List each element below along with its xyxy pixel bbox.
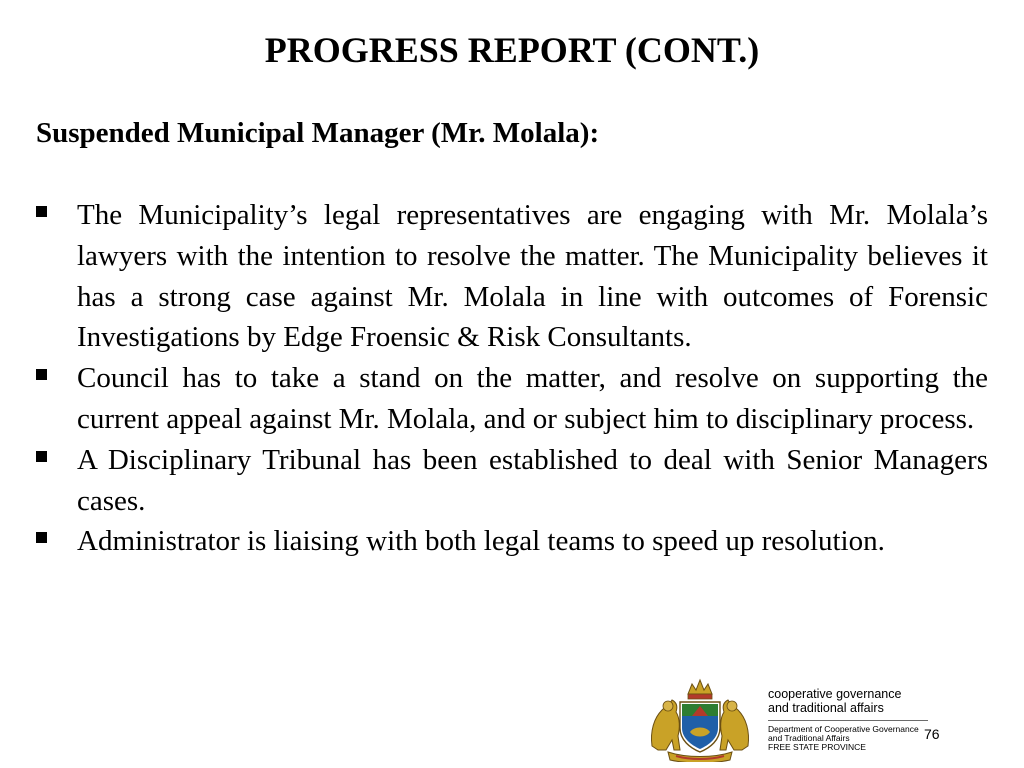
bullet-list (36, 195, 988, 562)
square-bullet-icon (36, 206, 47, 217)
page-number: 76 (924, 726, 940, 742)
section-heading: Suspended Municipal Manager (Mr. Molala): (36, 117, 600, 149)
square-bullet-icon (36, 532, 47, 543)
department-full-name-line2: and Traditional Affairs (768, 733, 850, 743)
province-name: FREE STATE PROVINCE (768, 742, 866, 752)
bullet-item (36, 440, 988, 522)
bullet-text: A Disciplinary Tribunal has been established to deal with Senior Managers cases. (77, 443, 988, 517)
bullet-item (36, 195, 988, 358)
bullet-item (36, 521, 988, 562)
footer-divider (768, 720, 928, 721)
coat-of-arms-icon (646, 676, 754, 762)
bullet-text: Administrator is liaising with both legal teams to speed up resolution. (77, 525, 885, 558)
bullet-text: The Municipality’s legal representatives are engaging with Mr. Molala’s lawyers with the intention to resolve the matter. The Municipality believes it has a strong case against Mr. Molala in line with outcomes of Forensic Investigations by Edge Froensic & Risk Consultants. (77, 199, 988, 354)
department-name-line2: and traditional affairs (768, 701, 884, 715)
bullet-item (36, 358, 988, 440)
bullet-text: Council has to take a stand on the matter, and resolve on supporting the current appeal against Mr. Molala, and or subject him to disciplinary process. (77, 362, 988, 435)
square-bullet-icon (36, 369, 47, 380)
square-bullet-icon (36, 451, 47, 462)
department-full-name-line1: Department of Cooperative Governance (768, 724, 919, 734)
department-branding (768, 688, 938, 752)
department-name-line1: cooperative governance (768, 687, 902, 701)
slide-title: PROGRESS REPORT (CONT.) (264, 30, 760, 70)
